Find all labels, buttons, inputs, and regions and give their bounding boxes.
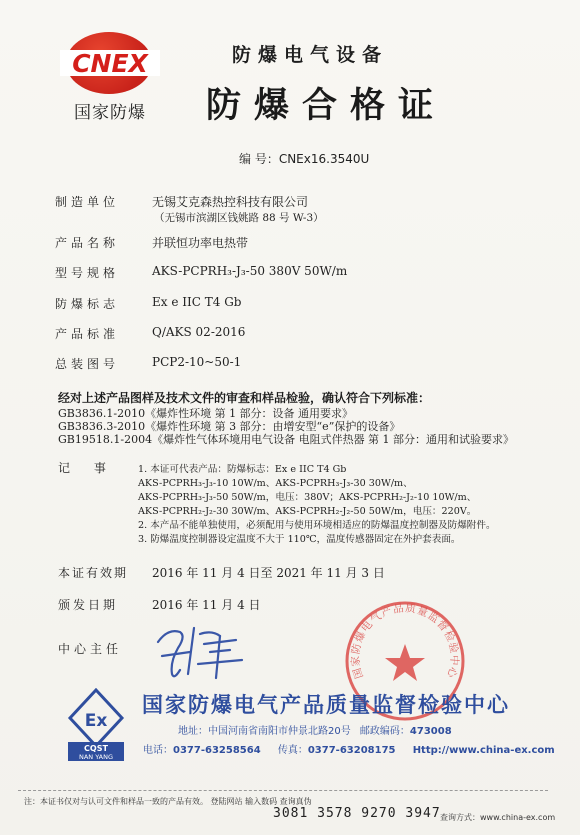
- postcode-value: 473008: [409, 726, 452, 737]
- verification-code: 3081 3578 9270 3947: [273, 806, 441, 821]
- notes-label: 记 事: [58, 461, 116, 475]
- ex-cqst-logo: [66, 688, 126, 762]
- phone-value: 0377-63258564: [173, 745, 261, 756]
- footer-organization: 国家防爆电气产品质量监督检验中心: [142, 693, 510, 717]
- footer-address: [178, 722, 452, 737]
- website-link[interactable]: Http://www.china-ex.com: [412, 745, 555, 756]
- cnex-logo: [60, 32, 160, 124]
- query-site: 查询方式：www.china-ex.com: [440, 813, 556, 822]
- address-label: 地址：: [178, 726, 208, 737]
- note-line: 1. 本证可代表产品：防爆标志：Ex e IIC T4 Gb: [138, 464, 347, 475]
- note-line: 3. 防爆温度控制器设定温度不大于 110℃，温度传感器固定在外护套表面。: [138, 534, 461, 545]
- validity-value: 2016 年 11 月 4 日至 2021 年 11 月 3 日: [152, 566, 385, 580]
- ex-logo-sub2: NAN YANG: [78, 753, 114, 761]
- seal-text: 国家防爆电气产品质量监督检验中心: [349, 602, 461, 680]
- footer-contact: [143, 741, 555, 756]
- phone-label: 电话：: [143, 745, 173, 756]
- standard-line: GB3836.3-2010《爆炸性环境 第 3 部分：由增安型“e”保护的设备》: [58, 420, 401, 433]
- field-value-product-name: 并联恒功率电热带: [152, 236, 249, 250]
- standards-heading: 经对上述产品图样及技术文件的审查和样品检验，确认符合下列标准：: [58, 391, 431, 405]
- issue-date-label: 颁发日期: [58, 598, 119, 612]
- field-label-drawing: 总装图号: [55, 357, 120, 371]
- postcode-label: 邮政编码：: [359, 726, 410, 737]
- address-value: 中国河南省南阳市仲景北路20号: [208, 726, 351, 737]
- note-line: AKS-PCPRH₃-J₃-10 10W/m、AKS-PCPRH₃-J₃-30 30W/m、: [138, 478, 413, 489]
- document-subtitle: 防爆电气设备: [232, 44, 389, 66]
- field-label-product-name: 产品名称: [55, 236, 120, 250]
- cert-no-label: 编 号：: [239, 152, 279, 166]
- field-value-standard: Q/AKS 02-2016: [152, 325, 246, 339]
- fax-value: 0377-63208175: [307, 745, 396, 756]
- certificate-number: [239, 150, 369, 167]
- footer-divider: [18, 790, 548, 791]
- footer-note: 注：本证书仅对与认可文件和样品一致的产品有效。 登陆网站 输入数码 查询真伪: [24, 797, 312, 806]
- ex-logo-text: Ex: [84, 711, 108, 731]
- note-line: AKS-PCPRH₂-J₂-30 30W/m、AKS-PCPRH₂-J₂-50 50W/m，电压：220V。: [138, 506, 477, 517]
- logo-text: CNEX: [72, 49, 148, 78]
- issue-date-value: 2016 年 11 月 4 日: [152, 598, 261, 612]
- fax-label: 传真：: [277, 745, 308, 756]
- ex-logo-sub1: CQST: [84, 744, 108, 753]
- validity-label: 本证有效期: [58, 566, 129, 580]
- field-value-manufacturer: 无锡艾克森热控科技有限公司: [152, 195, 309, 209]
- cert-no-value: CNEx16.3540U: [278, 152, 370, 166]
- director-label: 中心主任: [58, 642, 123, 656]
- field-value-ex-marking: Ex e IIC T4 Gb: [152, 295, 242, 309]
- note-line: 2. 本产品不能单独使用，必须配用与使用环境相适应的防爆温度控制器及防爆附件。: [138, 520, 496, 531]
- note-line: AKS-PCPRH₃-J₃-50 50W/m，电压：380V；AKS-PCPRH₂-J₂-10 10W/m、: [138, 492, 477, 503]
- document-title: 防爆合格证: [206, 86, 447, 126]
- field-value-model: AKS-PCPRH₃-J₃-50 380V 50W/m: [152, 264, 348, 278]
- field-value-drawing: PCP2-10~50-1: [152, 355, 242, 369]
- logo-caption: 国家防爆: [74, 103, 146, 123]
- director-signature: [150, 622, 250, 682]
- standard-line: GB3836.1-2010《爆炸性环境 第 1 部分：设备 通用要求》: [58, 407, 354, 420]
- field-label-manufacturer: 制造单位: [55, 195, 120, 209]
- standard-line: GB19518.1-2004《爆炸性气体环境用电气设备 电阻式伴热器 第 1 部分：通用和试验要求》: [58, 433, 515, 446]
- field-label-model: 型号规格: [55, 266, 120, 280]
- field-label-standard: 产品标准: [55, 327, 120, 341]
- field-label-ex-marking: 防爆标志: [55, 297, 120, 311]
- field-value-address: （无锡市滨湖区钱姚路 88 号 W-3）: [154, 212, 324, 224]
